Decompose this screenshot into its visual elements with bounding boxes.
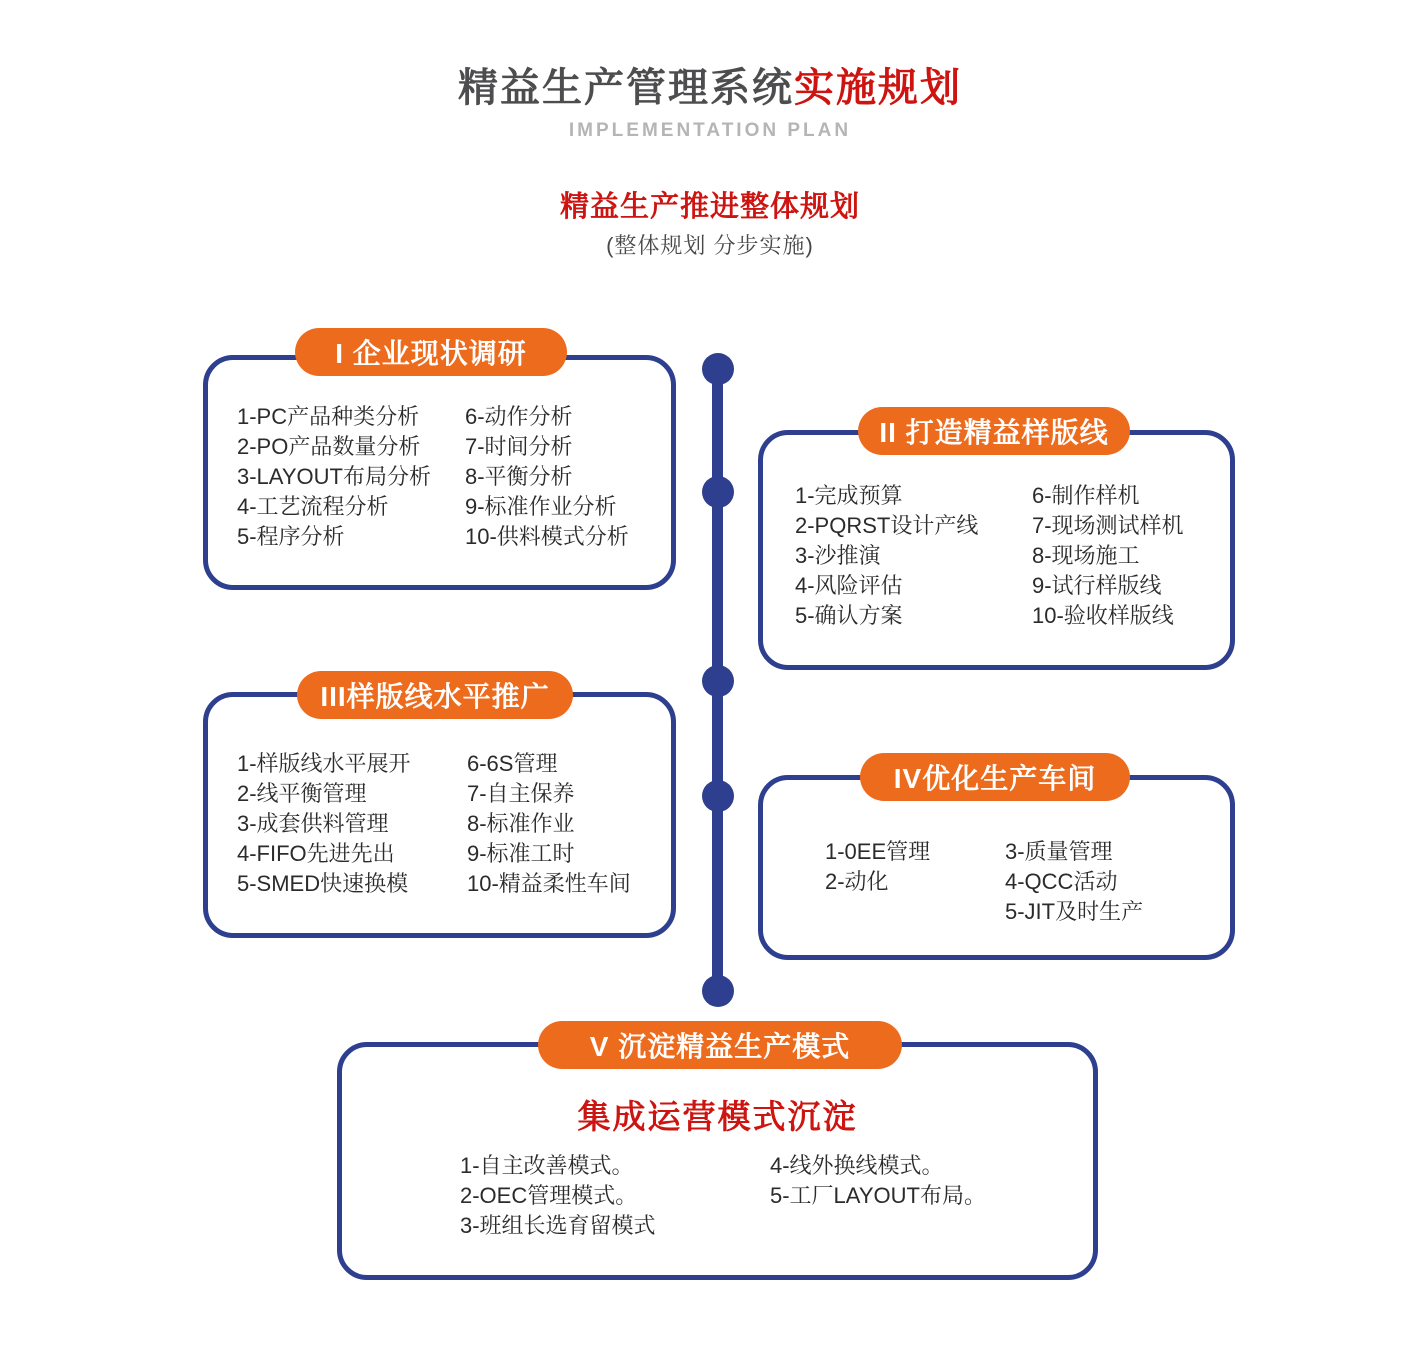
stage-1-item: 6-动作分析 <box>465 404 573 429</box>
stage-5-item: 1-自主改善模式。 <box>460 1153 634 1178</box>
stage-3-item: 5-SMED快速换模 <box>237 871 409 896</box>
stage-3-item: 1-样版线水平展开 <box>237 751 411 776</box>
stage-2-item: 5-确认方案 <box>795 603 903 628</box>
stage-1-item: 8-平衡分析 <box>465 464 573 489</box>
stage-4-item: 4-QCC活动 <box>1005 869 1118 894</box>
page-subtitle: IMPLEMENTATION PLAN <box>568 120 852 141</box>
stage-1-left-column <box>237 402 431 552</box>
stage-2-item: 6-制作样机 <box>1032 483 1140 508</box>
stage-1-item: 5-程序分析 <box>237 524 345 549</box>
stage-3-right-column <box>467 749 631 899</box>
stage-4-pill: IV优化生产车间 <box>860 753 1130 801</box>
stage-1-pill: I 企业现状调研 <box>295 328 567 376</box>
stage-3-item: 4-FIFO先进先出 <box>237 841 395 866</box>
stage-1-item: 9-标准作业分析 <box>465 494 617 519</box>
stage-3-item: 10-精益柔性车间 <box>467 871 631 896</box>
stage-4-item: 2-动化 <box>825 869 889 894</box>
stage-box-1 <box>203 338 676 590</box>
stage-5-pill: V 沉淀精益生产模式 <box>538 1021 902 1069</box>
stage-1-item: 10-供料模式分析 <box>465 524 629 549</box>
stage-4-item: 5-JIT及时生产 <box>1005 899 1144 924</box>
timeline-dot-3 <box>702 665 734 697</box>
stage-2-item: 9-试行样版线 <box>1032 573 1162 598</box>
stage-3-item: 9-标准工时 <box>467 841 575 866</box>
stage-3-pill: III样版线水平推广 <box>297 671 573 719</box>
stage-5-item: 5-工厂LAYOUT布局。 <box>770 1183 986 1208</box>
stage-5-right-column <box>770 1151 986 1211</box>
stage-1-item: 2-PO产品数量分析 <box>237 434 421 459</box>
stage-2-pill: II 打造精益样版线 <box>858 407 1130 455</box>
stage-5-item: 4-线外换线模式。 <box>770 1153 944 1178</box>
stage-1-item: 7-时间分析 <box>465 434 573 459</box>
stage-box-5 <box>337 1031 1098 1280</box>
stage-1-right-column <box>465 402 629 552</box>
stage-2-right-column <box>1032 481 1184 631</box>
stage-3-item: 7-自主保养 <box>467 781 575 806</box>
stage-5-left-column <box>460 1151 656 1241</box>
timeline-dot-4 <box>702 780 734 812</box>
stage-2-item: 8-现场施工 <box>1032 543 1140 568</box>
timeline-dot-2 <box>702 476 734 508</box>
stage-4-item: 1-0EE管理 <box>825 839 931 864</box>
stage-2-left-column <box>795 481 978 631</box>
page-title <box>0 56 1420 113</box>
stage-box-2 <box>758 417 1235 670</box>
stage-3-item: 3-成套供料管理 <box>237 811 389 836</box>
stage-3-item: 2-线平衡管理 <box>237 781 367 806</box>
stage-1-item: 1-PC产品种类分析 <box>237 404 420 429</box>
stage-2-item: 2-PQRST设计产线 <box>795 513 979 538</box>
stage-1-item: 3-LAYOUT布局分析 <box>237 464 431 489</box>
stage-5-heading: 集成运营模式沉淀 <box>577 1098 858 1135</box>
stage-box-3 <box>203 681 676 938</box>
stage-1-item: 4-工艺流程分析 <box>237 494 389 519</box>
stage-2-item: 7-现场测试样机 <box>1032 513 1184 538</box>
stage-3-left-column <box>237 749 411 899</box>
stage-4-item: 3-质量管理 <box>1005 839 1113 864</box>
stage-2-item: 1-完成预算 <box>795 483 903 508</box>
stage-5-item: 2-OEC管理模式。 <box>460 1183 638 1208</box>
page-title-accent: 实施规划 <box>794 66 962 110</box>
stage-box-4 <box>758 763 1235 960</box>
stage-2-item: 10-验收样版线 <box>1032 603 1174 628</box>
section-title: 精益生产推进整体规划 <box>559 191 860 223</box>
stage-3-item: 6-6S管理 <box>467 751 558 776</box>
page-title-main: 精益生产管理系统 <box>458 66 794 110</box>
timeline-dot-5 <box>702 975 734 1007</box>
timeline-dot-1 <box>702 353 734 385</box>
stage-4-right-column <box>1005 837 1143 927</box>
stage-4-left-column <box>825 837 930 897</box>
section-note: (整体规划 分步实施) <box>606 233 814 258</box>
stage-5-item: 3-班组长选育留模式 <box>460 1213 656 1238</box>
stage-2-item: 3-沙推演 <box>795 543 881 568</box>
stage-2-item: 4-风险评估 <box>795 573 903 598</box>
stage-3-item: 8-标准作业 <box>467 811 575 836</box>
